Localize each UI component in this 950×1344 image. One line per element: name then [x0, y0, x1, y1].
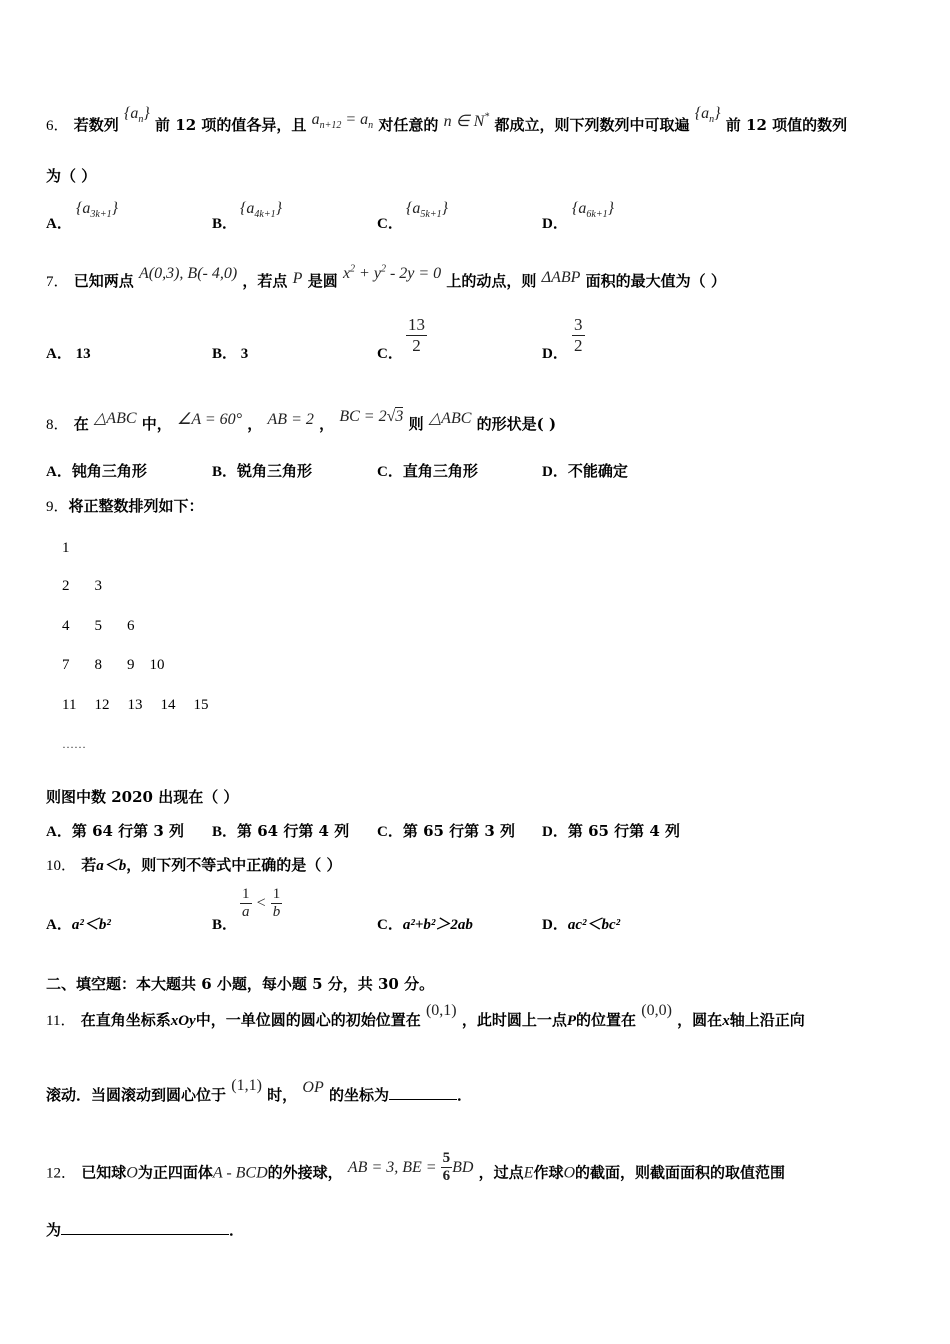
q10-option-a[interactable]: A．a²＜b² — [46, 917, 111, 933]
q6-option-c-math: $\{a_{5k+1}\}$ — [406, 200, 448, 221]
q7-circle-equation: $x^2 + y^2 - 2y = 0$ — [342, 263, 442, 282]
q12-condition: AB = 3, BE = $\frac{5}{6}$ BD — [347, 1150, 474, 1184]
q10-number: 10． — [46, 858, 77, 874]
q12-line1: 12． 已知球O为正四面体A - BCD的外接球， AB = 3, BE = $\frac{5}{6}$ BD ，过点E作球O的截面，则截面面积的取值范围 — [46, 1150, 786, 1184]
q9-option-d[interactable]: D．第 65 行第 4 列 — [542, 822, 681, 840]
q11-number: 11． — [46, 1013, 76, 1029]
q6-number: 6． — [46, 118, 69, 134]
q7-point-p: P — [292, 270, 303, 287]
q8-number: 8． — [46, 417, 69, 433]
q6-option-b-math: $\{a_{4k+1}\}$ — [240, 200, 282, 221]
q11-point-initial: (0,0) — [641, 1002, 672, 1019]
q8-option-c[interactable]: C．直角三角形 — [377, 462, 478, 480]
q7-option-d-fraction: $\frac{3}{2}$ — [574, 315, 583, 355]
q11-center-final: (1,1) — [231, 1077, 262, 1094]
q8-ab: AB = 2 — [267, 411, 314, 428]
q12-number: 12． — [46, 1165, 77, 1182]
q8-option-b[interactable]: B．锐角三角形 — [212, 462, 313, 480]
q11-center-initial: (0,1) — [425, 1002, 457, 1019]
q7-triangle-abp: ΔABP — [541, 269, 581, 286]
tri-ellipsis: …… — [62, 737, 86, 751]
q8-triangle-abc: △ABC — [94, 410, 137, 427]
tri-row-5: 11 12 13 14 15 — [62, 697, 209, 713]
q7-option-c[interactable]: C． — [377, 346, 403, 362]
q6-periodic-condition: $a_{n+12} = a_n$ — [311, 111, 374, 132]
q11-line1: 11． 在直角坐标系xOy中，一单位圆的圆心的初始位置在 (0,1) ，此时圆上一点P的位置在 (0,0) ，圆在x轴上沿正向 — [46, 1002, 805, 1029]
q8-bc: BC = 2√3 — [339, 408, 404, 425]
q10-option-b-math: $\frac{1}{a}$ < $\frac{1}{b}$ — [242, 886, 281, 920]
q10-condition: a＜b — [96, 858, 127, 874]
q9-number: 9． — [46, 499, 69, 515]
q8-option-a[interactable]: A．钝角三角形 — [46, 462, 147, 480]
q8-line1: 8． 在 △ABC 中， ∠A = 60° ， AB = 2 ， BC = 2√3 则 △ABC 的形状是( ) — [46, 408, 557, 433]
q6-option-d-math: $\{a_{6k+1}\}$ — [572, 200, 614, 221]
q12-answer-blank[interactable] — [61, 1234, 229, 1235]
tri-row-3: 4 5 6 — [62, 618, 135, 634]
section-fill-in-heading: 二、填空题：本大题共 6 小题，每小题 5 分，共 30 分。 — [46, 975, 435, 993]
q6-seq-an-2: $\{a_n\}$ — [694, 105, 721, 126]
tri-row-1: 1 — [62, 540, 70, 556]
q10-option-c[interactable]: C．a²+b²＞2ab — [377, 917, 473, 933]
q7-option-d[interactable]: D． — [542, 346, 568, 362]
q6-option-a-math: $\{a_{3k+1}\}$ — [76, 200, 118, 221]
q6-line1: 6． 若数列 $\{a_n\}$ 前 12 项的值各异，且 $a_{n+12} = a_n$ 对任意的 n ∈ N* 都成立，则下列数列中可取遍 $\{a_n\}$ 前 12 项值的数列 — [46, 105, 848, 134]
q6-option-c[interactable]: C． — [377, 216, 403, 232]
q7-option-a[interactable]: A． 13 — [46, 346, 91, 362]
q10-stem: 10． 若a＜b，则下列不等式中正确的是（ ） — [46, 856, 342, 874]
q6-line2: 为（ ） — [46, 167, 97, 185]
q9-option-c[interactable]: C．第 65 行第 3 列 — [377, 822, 516, 840]
q9-question: 则图中数 2020 出现在（ ） — [46, 788, 239, 806]
q8-triangle-abc-2: △ABC — [428, 410, 472, 427]
q6-option-d[interactable]: D． — [542, 216, 568, 232]
q7-number: 7． — [46, 274, 69, 290]
q10-option-d[interactable]: D．ac²＜bc² — [542, 917, 621, 933]
q7-points: A(0,3), B(- 4,0) — [139, 265, 238, 282]
q6-n-in-N: n ∈ N* — [443, 111, 490, 130]
q6-option-a[interactable]: A． — [46, 216, 72, 232]
q6-seq-an: $\{a_n\}$ — [124, 105, 150, 126]
tri-row-2: 2 3 — [62, 578, 102, 594]
q8-angle-a: ∠A = 60° — [177, 411, 243, 428]
q11-op: OP — [302, 1079, 324, 1096]
q8-option-d[interactable]: D．不能确定 — [542, 462, 628, 480]
q7-option-c-fraction: $\frac{13}{2}$ — [408, 315, 425, 355]
q6-option-b[interactable]: B． — [212, 216, 238, 232]
tri-row-4: 7 8 9 10 — [62, 657, 165, 673]
q9-option-b[interactable]: B．第 64 行第 4 列 — [212, 822, 350, 840]
q7-option-b[interactable]: B． 3 — [212, 346, 249, 362]
q12-tetrahedron: A - BCD — [212, 1164, 268, 1182]
q10-option-b[interactable]: B． — [212, 917, 238, 933]
q11-line2: 滚动．当圆滚动到圆心位于 (1,1) 时， OP 的坐标为 ． — [46, 1077, 472, 1104]
q12-line2: 为 ． — [46, 1221, 245, 1239]
q7-line1: 7． 已知两点 A(0,3), B(- 4,0) ，若点 P 是圆 $x^2 + y^2 - 2y = 0$ 上的动点，则 ΔABP 面积的最大值为（ ） — [46, 263, 726, 290]
q9-stem: 9．将正整数排列如下： — [46, 497, 204, 515]
q11-answer-blank[interactable] — [389, 1099, 457, 1100]
q9-option-a[interactable]: A．第 64 行第 3 列 — [46, 822, 185, 840]
